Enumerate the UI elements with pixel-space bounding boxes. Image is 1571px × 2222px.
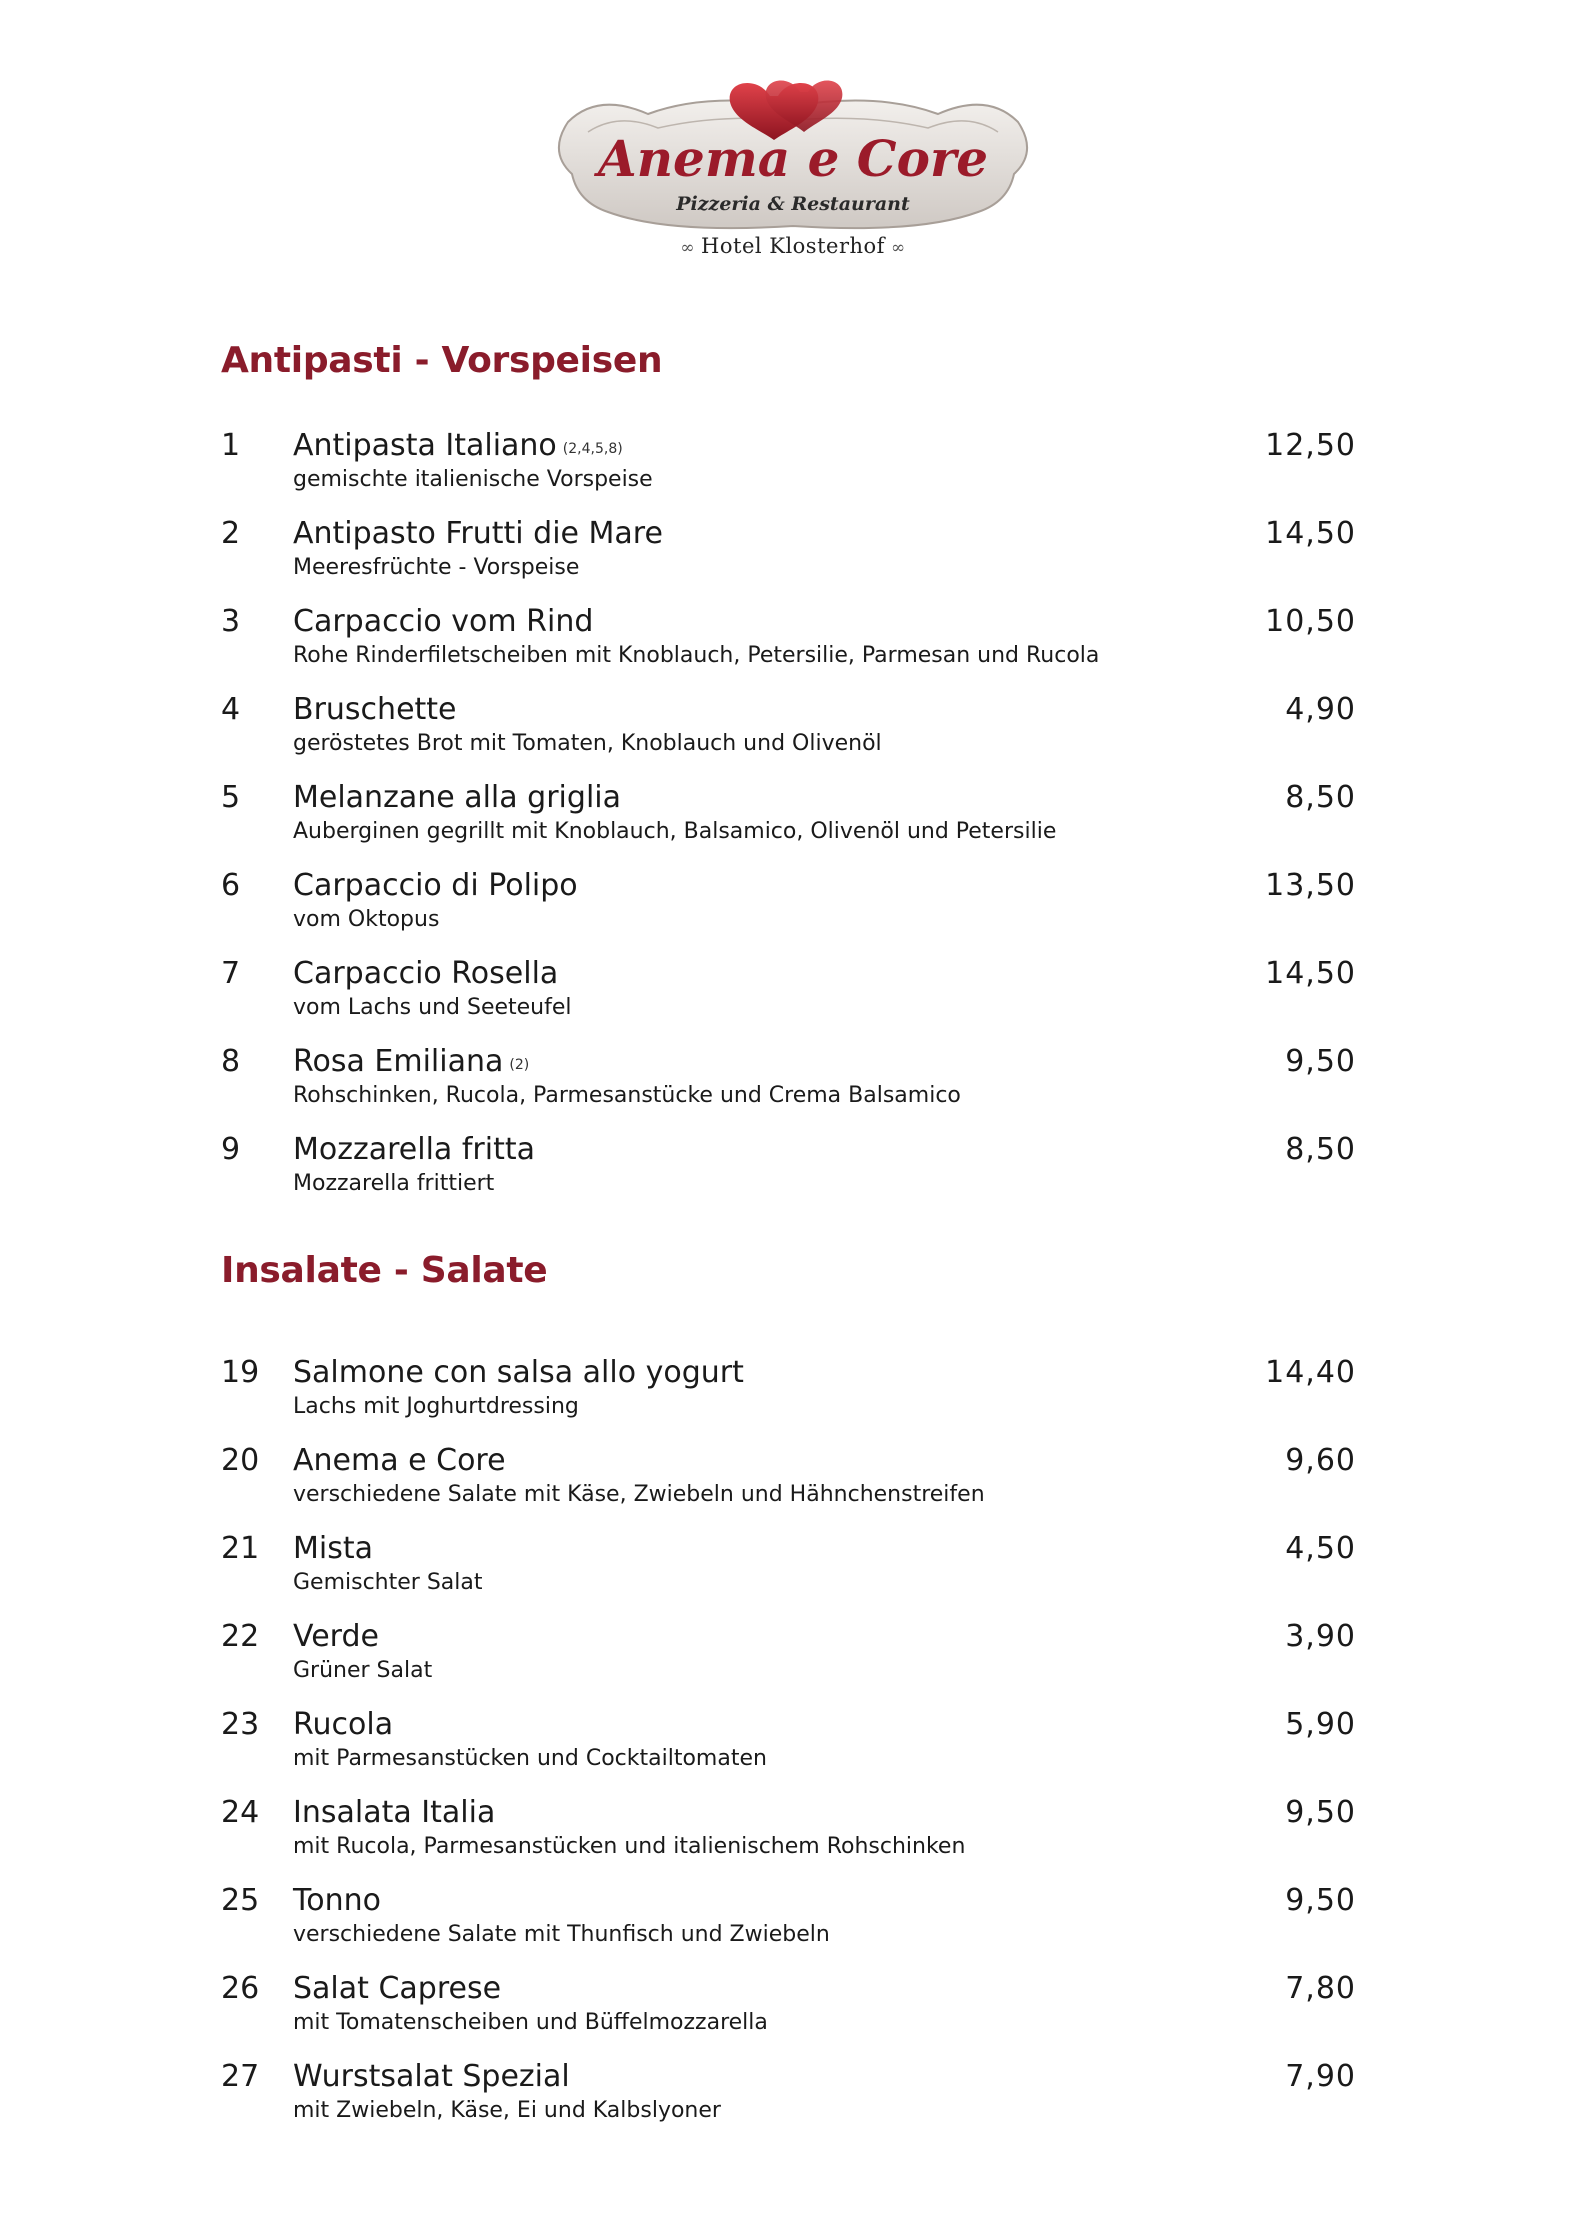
item-name (293, 1707, 393, 1743)
item-price: 9,50 (1285, 1883, 1356, 1918)
item-name-text: Mista (293, 1531, 373, 1566)
item-name-text: Rucola (293, 1707, 394, 1742)
section-title-antipasti: Antipasti - Vorspeisen (221, 340, 663, 381)
menu-item (221, 956, 1356, 1044)
item-name (293, 1531, 373, 1567)
menu-item (221, 1132, 1356, 1220)
item-name-text: Verde (293, 1619, 379, 1654)
item-price: 9,50 (1285, 1795, 1356, 1830)
item-name-text: Salat Caprese (293, 1971, 502, 2006)
menu-list-antipasti (221, 428, 1356, 1220)
menu-item (221, 2059, 1356, 2147)
menu-item (221, 1355, 1356, 1443)
item-name (293, 692, 457, 728)
menu-item (221, 1707, 1356, 1795)
item-price: 4,50 (1285, 1531, 1356, 1566)
item-number: 27 (221, 2059, 260, 2094)
item-name (293, 1443, 506, 1479)
item-description: verschiedene Salate mit Käse, Zwiebeln und Hähnchenstreifen (293, 1482, 985, 1507)
ornament-right-icon: ∞ (890, 238, 906, 258)
item-name (293, 956, 558, 992)
item-price: 10,50 (1265, 604, 1356, 639)
item-description: Mozzarella frittiert (293, 1171, 495, 1196)
menu-item (221, 516, 1356, 604)
item-description: Meeresfrüchte - Vorspeise (293, 555, 580, 580)
menu-item (221, 868, 1356, 956)
item-name-text: Carpaccio vom Rind (293, 604, 594, 639)
menu-item (221, 1795, 1356, 1883)
menu-item (221, 428, 1356, 516)
item-name-text: Salmone con salsa allo yogurt (293, 1355, 744, 1390)
item-price: 13,50 (1265, 868, 1356, 903)
item-name (293, 1355, 744, 1391)
item-name-text: Antipasta Italiano (293, 428, 557, 463)
item-description: Grüner Salat (293, 1658, 433, 1683)
menu-item (221, 1443, 1356, 1531)
menu-item (221, 1531, 1356, 1619)
logo-title: Anema e Core (597, 129, 989, 188)
item-description: geröstetes Brot mit Tomaten, Knoblauch und Olivenöl (293, 731, 882, 756)
item-number: 22 (221, 1619, 260, 1654)
item-description: mit Rucola, Parmesanstücken und italienischem Rohschinken (293, 1834, 966, 1859)
item-number: 20 (221, 1443, 260, 1478)
menu-item (221, 1883, 1356, 1971)
item-name (293, 780, 621, 816)
item-description: Rohe Rinderfiletscheiben mit Knoblauch, Petersilie, Parmesan und Rucola (293, 643, 1100, 668)
ornament-left-icon: ∞ (680, 238, 696, 258)
item-number: 4 (221, 692, 241, 727)
hotel-name-line (538, 234, 1048, 258)
item-number: 2 (221, 516, 241, 551)
item-name-text: Wurstsalat Spezial (293, 2059, 570, 2094)
section-title-insalate: Insalate - Salate (221, 1250, 548, 1291)
item-number: 6 (221, 868, 241, 903)
menu-list-insalate (221, 1355, 1356, 2147)
item-description: verschiedene Salate mit Thunfisch und Zwiebeln (293, 1922, 830, 1947)
item-number: 26 (221, 1971, 260, 2006)
item-price: 14,50 (1265, 956, 1356, 991)
item-name (293, 1883, 381, 1919)
item-description: Auberginen gegrillt mit Knoblauch, Balsamico, Olivenöl und Petersilie (293, 819, 1057, 844)
menu-item (221, 780, 1356, 868)
item-price: 4,90 (1285, 692, 1356, 727)
item-description: vom Lachs und Seeteufel (293, 995, 572, 1020)
item-description: mit Zwiebeln, Käse, Ei und Kalbslyoner (293, 2098, 721, 2123)
item-name (293, 604, 593, 640)
logo-emblem (538, 62, 1048, 242)
item-name (293, 516, 663, 552)
item-description: Rohschinken, Rucola, Parmesanstücke und Crema Balsamico (293, 1083, 961, 1108)
item-allergen-note: (2,4,5,8) (562, 441, 623, 457)
item-name-text: Carpaccio Rosella (293, 956, 559, 991)
item-price: 7,90 (1285, 2059, 1356, 2094)
item-name-text: Insalata Italia (293, 1795, 496, 1830)
item-number: 21 (221, 1531, 260, 1566)
menu-item (221, 1044, 1356, 1132)
item-number: 3 (221, 604, 241, 639)
item-description: mit Parmesanstücken und Cocktailtomaten (293, 1746, 767, 1771)
menu-item (221, 1619, 1356, 1707)
menu-item (221, 1971, 1356, 2059)
item-number: 19 (221, 1355, 260, 1390)
item-price: 14,50 (1265, 516, 1356, 551)
menu-item (221, 604, 1356, 692)
item-price: 8,50 (1285, 780, 1356, 815)
item-number: 1 (221, 428, 241, 463)
item-number: 5 (221, 780, 241, 815)
item-name (293, 1132, 535, 1168)
item-name (293, 2059, 570, 2095)
item-name (293, 428, 623, 467)
item-name-text: Mozzarella fritta (293, 1132, 535, 1167)
item-number: 24 (221, 1795, 260, 1830)
item-name-text: Carpaccio di Polipo (293, 868, 578, 903)
item-name (293, 1795, 495, 1831)
item-name-text: Melanzane alla griglia (293, 780, 621, 815)
item-name (293, 1619, 379, 1655)
item-price: 9,50 (1285, 1044, 1356, 1079)
item-number: 25 (221, 1883, 260, 1918)
logo-subtitle: Pizzeria & Restaurant (676, 193, 910, 215)
item-name (293, 868, 578, 904)
item-price: 8,50 (1285, 1132, 1356, 1167)
item-description: gemischte italienische Vorspeise (293, 467, 653, 492)
menu-item (221, 692, 1356, 780)
item-price: 14,40 (1265, 1355, 1356, 1390)
item-price: 3,90 (1285, 1619, 1356, 1654)
item-name (293, 1044, 529, 1083)
item-price: 9,60 (1285, 1443, 1356, 1478)
item-name (293, 1971, 501, 2007)
item-number: 9 (221, 1132, 241, 1167)
item-number: 7 (221, 956, 241, 991)
item-name-text: Anema e Core (293, 1443, 506, 1478)
item-price: 5,90 (1285, 1707, 1356, 1742)
item-name-text: Tonno (293, 1883, 381, 1918)
item-number: 23 (221, 1707, 260, 1742)
item-price: 12,50 (1265, 428, 1356, 463)
item-allergen-note: (2) (509, 1057, 530, 1073)
item-description: mit Tomatenscheiben und Büffelmozzarella (293, 2010, 768, 2035)
item-description: Gemischter Salat (293, 1570, 483, 1595)
item-description: Lachs mit Joghurtdressing (293, 1394, 579, 1419)
item-description: vom Oktopus (293, 907, 440, 932)
item-number: 8 (221, 1044, 241, 1079)
item-name-text: Rosa Emiliana (293, 1044, 504, 1079)
item-price: 7,80 (1285, 1971, 1356, 2006)
item-name-text: Bruschette (293, 692, 457, 727)
hotel-name: Hotel Klosterhof (701, 234, 885, 258)
item-name-text: Antipasto Frutti die Mare (293, 516, 663, 551)
